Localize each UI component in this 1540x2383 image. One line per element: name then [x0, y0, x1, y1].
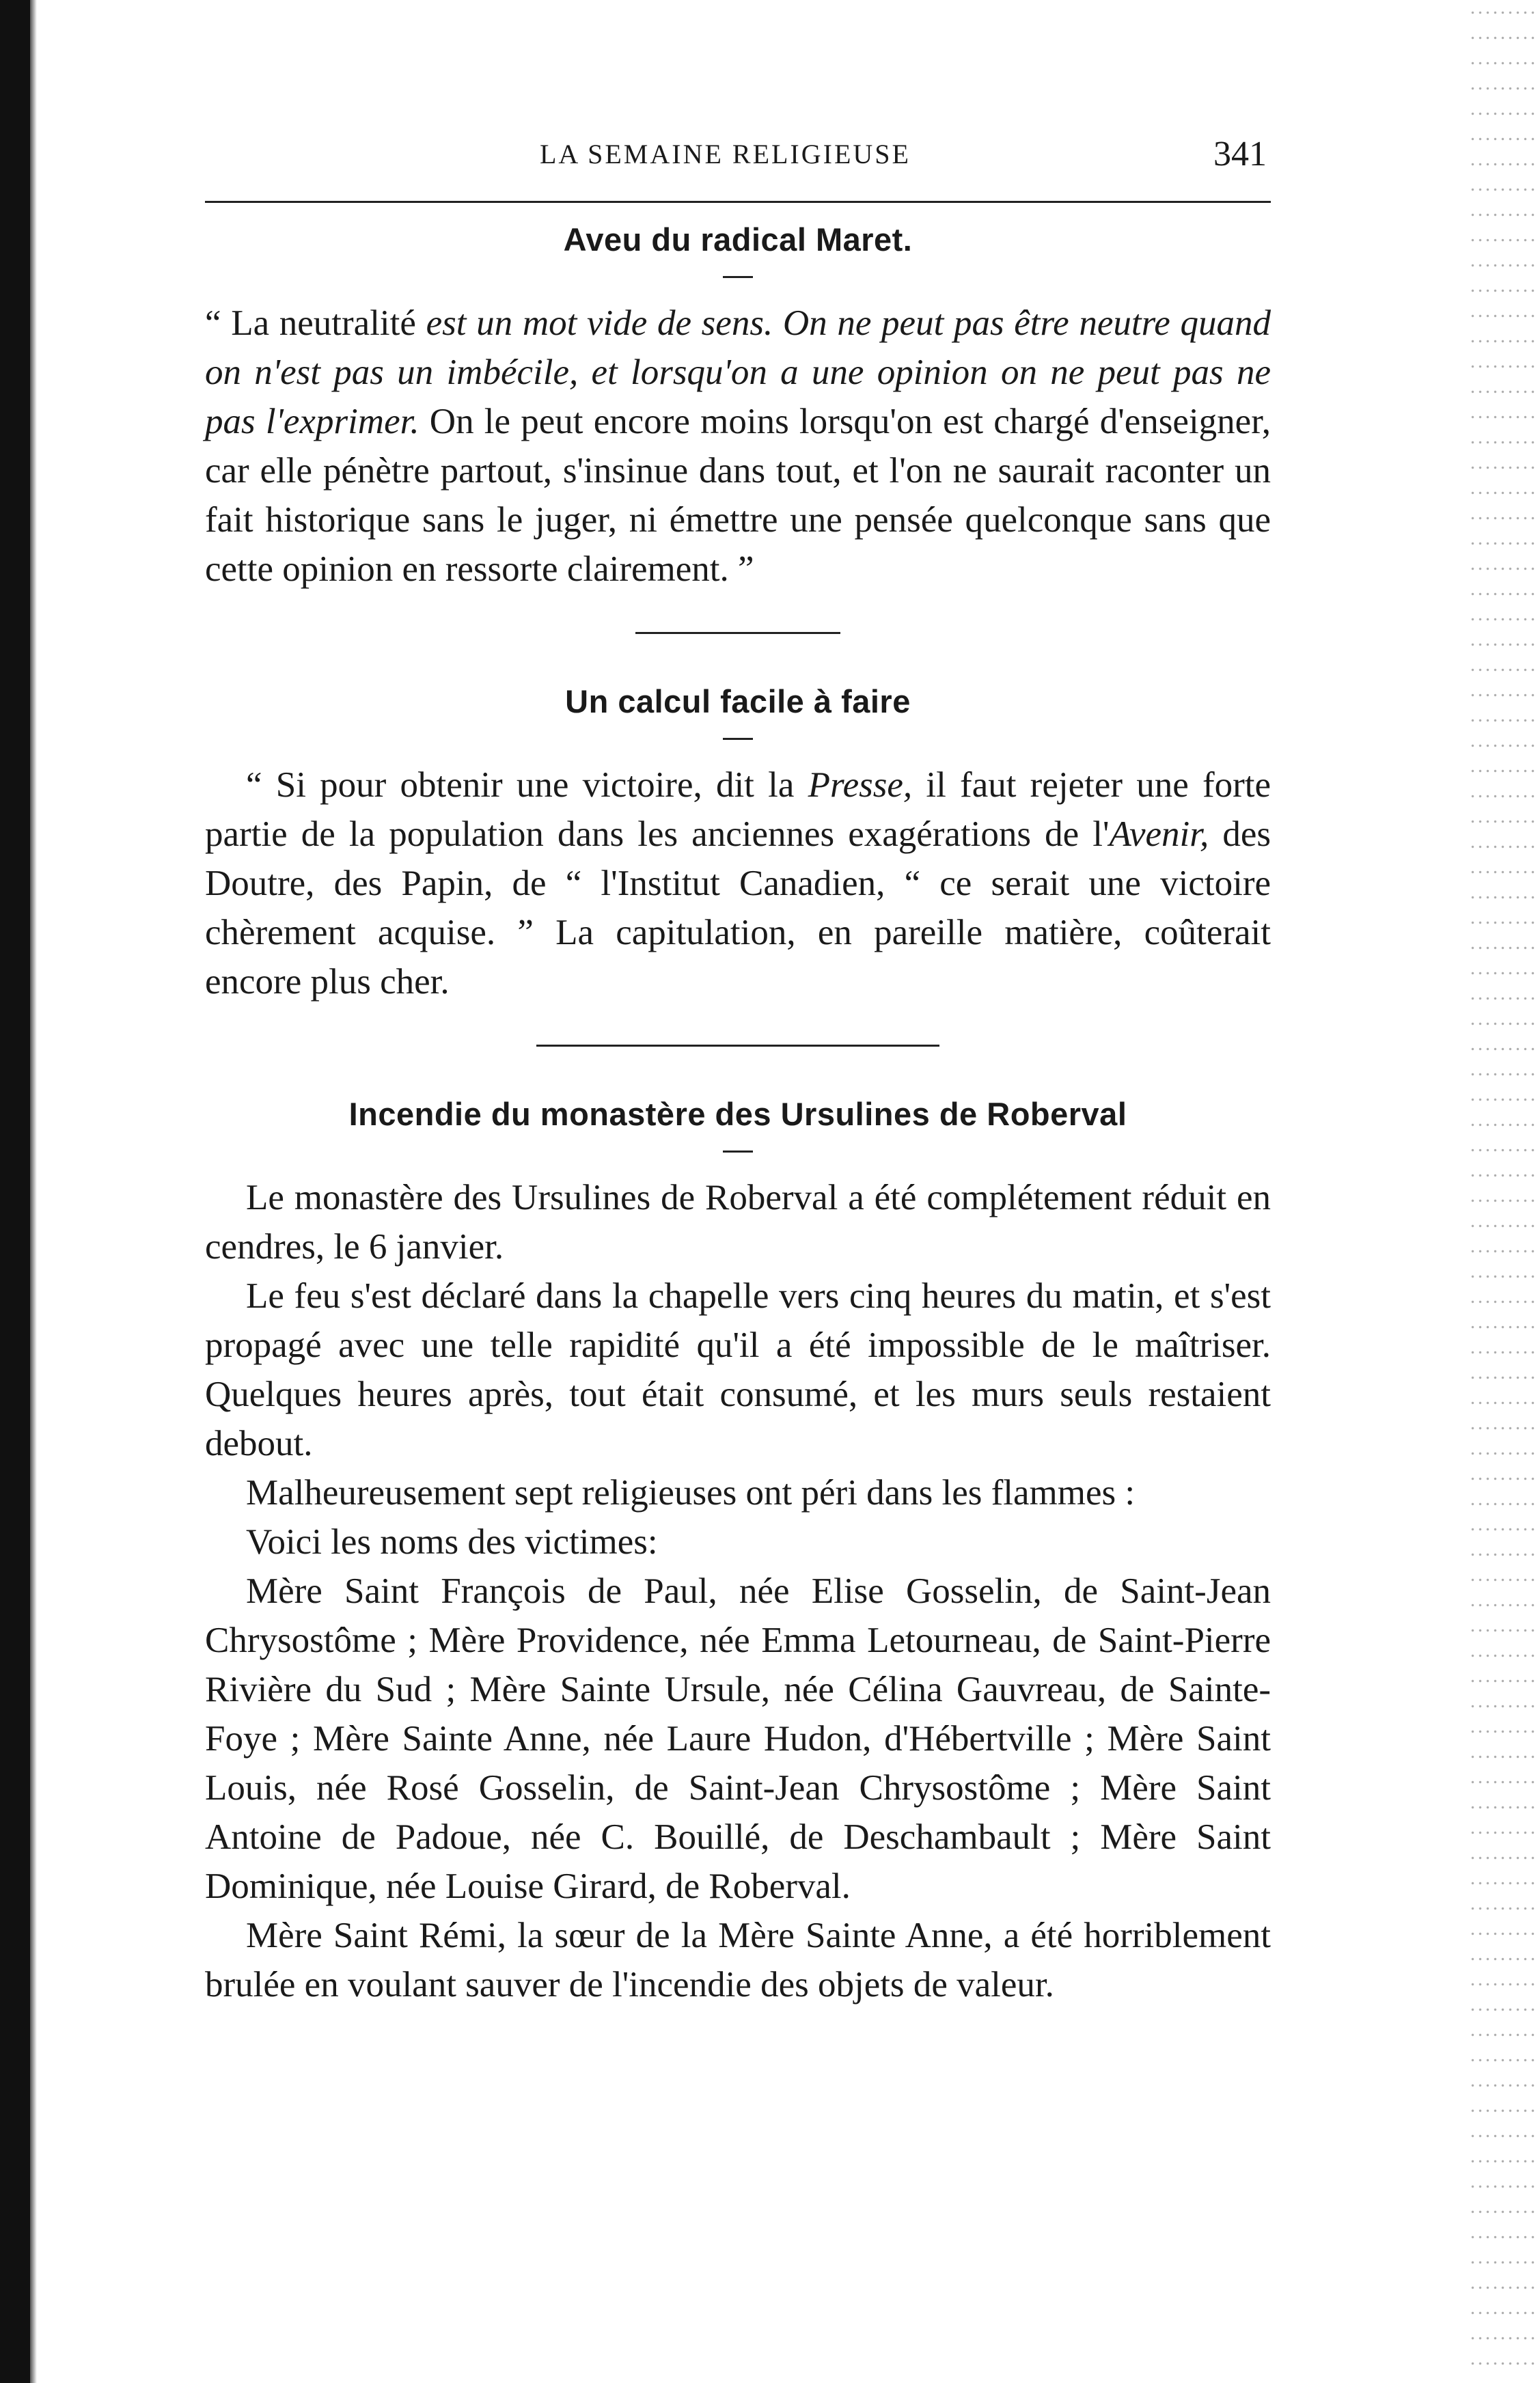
page-number: 341 — [1213, 135, 1267, 174]
paragraph: Mère Saint Rémi, la sœur de la Mère Sainte Anne, a été horriblement brulée en voulant sauver de l'incendie des objets de valeur. — [205, 1916, 1271, 2005]
avenir-italic: Avenir, — [1109, 814, 1209, 854]
calcul-paragraph — [205, 760, 1271, 1006]
header-rule — [205, 201, 1271, 203]
quote-paragraph — [205, 299, 1271, 594]
text-run: des Doutre, des Papin, de “ l'Institut Canadien, “ ce serait une victoire chèrement acquise. ” La capitulation, en pareille matière, coûterait encore plus cher. — [205, 814, 1271, 1002]
section-title: Incendie du monastère des Ursulines de Roberval — [348, 1096, 1127, 1132]
section-divider — [536, 1045, 939, 1047]
section-calcul — [205, 680, 1271, 1006]
section-title: Aveu du radical Maret. — [563, 221, 913, 258]
victims-paragraph: Mère Saint François de Paul, née Elise Gosselin, de Saint-Jean Chrysostôme ; Mère Providence, née Emma Letourneau, de Saint-Pierre Rivière du Sud ; Mère Sainte Ursule, née Célina Gauvreau, de Sainte-Foye ; Mère Sainte Anne, née Laure Hudon, d'Hébertville ; Mère Saint Louis, née Rosé Gosselin, de Saint-Jean Chrysostôme ; Mère Saint Antoine de Padoue, née C. Bouillé, de Deschambault ; Mère Saint Dominique, née Louise Girard, de Roberval. — [205, 1571, 1271, 1906]
section-title: Un calcul facile à faire — [565, 683, 911, 719]
paragraph: Le feu s'est déclaré dans la chapelle vers cinq heures du matin, et s'est propagé avec une telle rapidité qu'il a été impossible de le maîtriser. Quelques heures après, tout était consumé, et les murs seuls restaient debout. — [205, 1276, 1271, 1463]
section-incendie — [205, 1093, 1271, 2009]
scan-edge-specks — [1469, 0, 1537, 2383]
page-body — [205, 219, 1271, 2009]
title-dash — [723, 276, 753, 278]
section-aveu — [205, 219, 1271, 594]
quote-open: “ La neutralité — [205, 303, 426, 343]
title-dash — [723, 738, 753, 740]
book-spine-shadow — [0, 0, 30, 2383]
running-title: LA SEMAINE RELIGIEUSE — [540, 139, 911, 169]
text-run: “ Si pour obtenir une victoire, dit la — [246, 765, 808, 805]
quote-close: On le peut encore moins lorsqu'on est chargé d'enseigner, car elle pénètre partout, s'insinue dans tout, et l'on ne saurait raconter un fait historique sans le juger, ni émettre une pensée quelconque sans que cette opinion en ressorte clairement. ” — [205, 402, 1271, 589]
page-header — [205, 134, 1271, 189]
title-dash — [723, 1151, 753, 1153]
quote-italic: est un mot vide de sens. On ne peut pas être neutre quand on n'est pas un imbécile, et lorsqu'on a une opinion on ne peut pas ne pas l'exprimer. — [205, 303, 1271, 441]
presse-italic: Presse, — [808, 765, 913, 805]
paragraph: Le monastère des Ursulines de Roberval a été complétement réduit en cendres, le 6 janvier. — [205, 1178, 1271, 1267]
section-divider — [635, 632, 840, 634]
text-run: il faut rejeter une forte partie de la population dans les anciennes exagérations de l' — [205, 765, 1271, 854]
spine-edge-gradient — [30, 0, 37, 2383]
paragraph: Voici les noms des victimes: — [246, 1522, 658, 1562]
paragraph: Malheureusement sept religieuses ont péri dans les flammes : — [246, 1473, 1136, 1513]
